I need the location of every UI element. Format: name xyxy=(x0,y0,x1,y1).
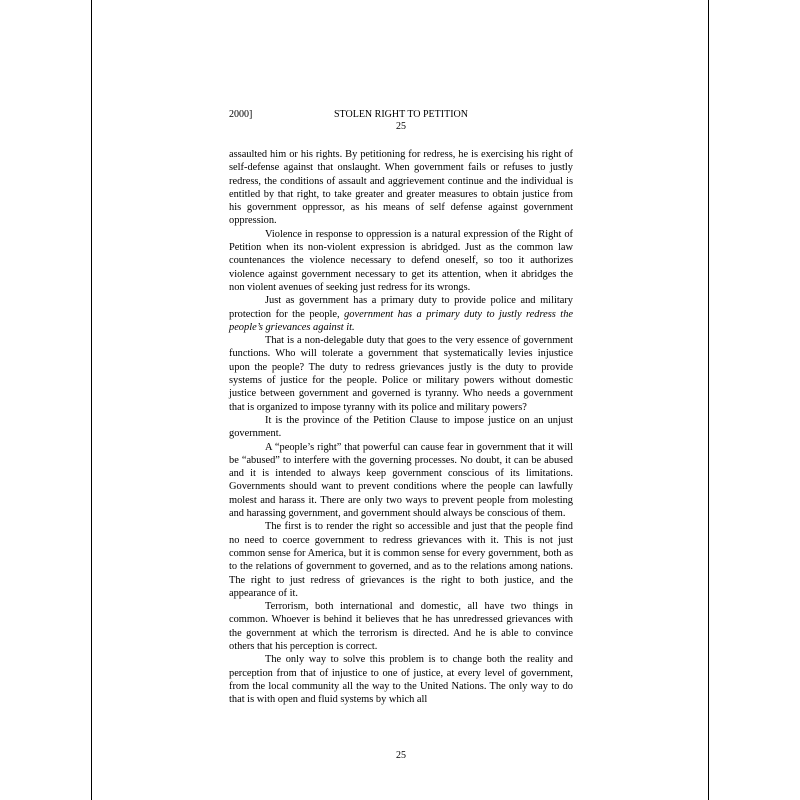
body-text xyxy=(229,148,573,706)
document-page xyxy=(91,0,709,800)
paragraph: Terrorism, both international and domestic, all have two things in common. Whoever is behind it believes that he has unredressed grievances with the government at which the terrorism is directed. And he is able to convince others that his perception is correct. xyxy=(229,601,573,652)
header-volume-year: 2000] xyxy=(229,109,253,120)
paragraph: A “people’s right” that powerful can cause fear in government that it will be “abused” to interfere with the governing processes. No doubt, it can be abused and it is intended to always keep government conscious of its limitations. Governments should want to prevent conditions where the people can lawfully molest and harass it. There are only two ways to prevent people from molesting and harassing government, and government should always be conscious of them. xyxy=(229,441,573,520)
footer-page-number: 25 xyxy=(396,750,406,761)
header-page-number: 25 xyxy=(396,121,406,132)
paragraph: The only way to solve this problem is to change both the reality and perception from that of injustice to one of justice, at every level of government, from the local community all the way to the United Nations. The only way to do that is with open and fluid systems by which all xyxy=(229,654,573,706)
paragraph: assaulted him or his rights. By petitioning for redress, he is exercising his right of self-defense against that onslaught. When government fails or refuses to justly redress, the conditions of assault and aggrievement continue and the individual is entitled by that right, to take greater and greater measures to obtain justice from his government oppressor, as his means of self defense against government oppression. xyxy=(229,149,573,227)
emphasis-text: government has a primary duty to justly redress the people’s grievances against it. xyxy=(229,308,573,333)
paragraph: Violence in response to oppression is a natural expression of the Right of Petition when its non-violent expression is abridged. Just as the common law countenances the violence necessary to defend oneself, so too it authorizes violence against government necessary to get its attention, when it abridges the non violent avenues of seeking just redress for its wrongs. xyxy=(229,228,573,293)
paragraph: That is a non-delegable duty that goes to the very essence of government functions. Who will tolerate a government that systematically levies injustice upon the people? The duty to redress grievances justly is the duty to provide systems of justice for the people. Police or military powers without domestic justice between government and governed is tyranny. Who needs a government that is organized to impose tyranny with its police and military powers? xyxy=(229,335,573,413)
running-header xyxy=(229,108,573,122)
paragraph: Just as government has a primary duty to provide police and military protection for the people, government has a primary duty to justly redress the people’s grievances against it. xyxy=(229,295,573,333)
header-title: STOLEN RIGHT TO PETITION xyxy=(334,109,468,120)
paragraph: The first is to render the right so accessible and just that the people find no need to coerce government to redress grievances with it. This is not just common sense for America, but it is common sense for every government, both as to the relations of government to governed, and as to the relations among nations. The right to just redress of grievances is the right to both justice, and the appearance of it. xyxy=(229,521,573,599)
paragraph: It is the province of the Petition Clause to impose justice on an unjust government. xyxy=(229,414,573,440)
